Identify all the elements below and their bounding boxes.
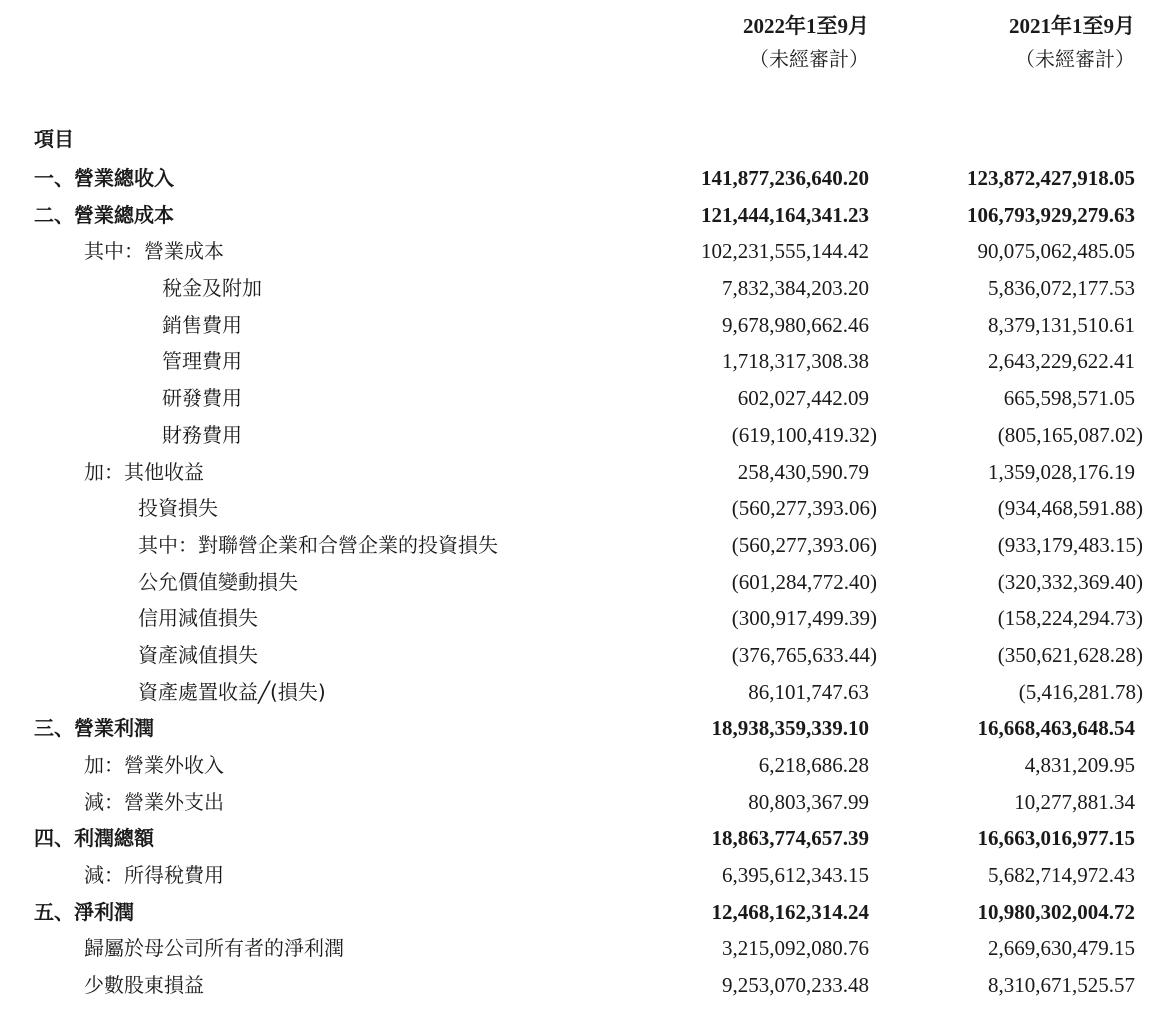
- value-2022: 141,877,236,640.20: [701, 166, 869, 190]
- row-label: 管理費用: [162, 349, 242, 374]
- row-label: 加：其他收益: [84, 459, 204, 484]
- table-row: [0, 784, 1166, 821]
- row-label: 其中：對聯營企業和合營企業的投資損失: [138, 532, 498, 557]
- value-2022: (601,284,772.40): [731, 569, 877, 594]
- row-label: 四、利潤總額: [34, 826, 154, 851]
- value-2021: (350,621,628.28): [997, 642, 1143, 667]
- row-label: 投資損失: [138, 496, 218, 521]
- value-2022: 3,215,092,080.76: [722, 936, 869, 961]
- row-label: 公允價值變動損失: [138, 569, 298, 594]
- table-row: [0, 454, 1166, 491]
- table-row: [0, 857, 1166, 894]
- row-label: 研發費用: [162, 386, 242, 411]
- value-2022: 7,832,384,203.20: [722, 276, 869, 301]
- value-2021: 5,682,714,972.43: [988, 863, 1135, 888]
- value-2022: 18,938,359,339.10: [711, 716, 869, 741]
- value-2022: 80,803,367.99: [748, 789, 869, 814]
- table-row: [0, 820, 1166, 857]
- table-row: [0, 894, 1166, 931]
- row-label: 財務費用: [162, 422, 242, 447]
- value-2021: 16,663,016,977.15: [977, 826, 1135, 851]
- value-2021: 5,836,072,177.53: [988, 276, 1135, 301]
- row-label: 少數股東損益: [84, 973, 204, 998]
- value-2021: 16,668,463,648.54: [977, 716, 1135, 741]
- value-2022: 9,678,980,662.46: [722, 312, 869, 337]
- value-2022: (300,917,499.39): [731, 606, 877, 631]
- value-2021: 123,872,427,918.05: [967, 166, 1135, 190]
- value-2022: (619,100,419.32): [731, 422, 877, 447]
- value-2021: 106,793,929,279.63: [967, 202, 1135, 227]
- row-label: 其中：營業成本: [84, 239, 224, 264]
- column-2021-audit-note: （未經審計）: [1015, 47, 1135, 71]
- value-2022: 9,253,070,233.48: [722, 973, 869, 998]
- row-label: 信用減值損失: [138, 606, 258, 631]
- row-label: 稅金及附加: [162, 276, 262, 301]
- table-row: [0, 270, 1166, 307]
- value-2022: 86,101,747.63: [748, 679, 869, 704]
- value-2021: 665,598,571.05: [1003, 386, 1135, 411]
- value-2021: 90,075,062,485.05: [977, 239, 1135, 264]
- table-row: [0, 564, 1166, 601]
- value-2022: (376,765,633.44): [731, 642, 877, 667]
- row-label: 加：營業外收入: [84, 753, 224, 777]
- table-row: [0, 747, 1166, 784]
- value-2021: 8,379,131,510.61: [988, 312, 1135, 337]
- value-2022: 602,027,442.09: [737, 386, 869, 411]
- table-row: [0, 307, 1166, 344]
- value-2022: 12,468,162,314.24: [711, 899, 869, 924]
- value-2021: 4,831,209.95: [1024, 753, 1135, 777]
- value-2021: (933,179,483.15): [997, 532, 1143, 557]
- value-2022: 258,430,590.79: [737, 459, 869, 484]
- row-label: 五、淨利潤: [34, 899, 134, 924]
- table-row: [0, 380, 1166, 417]
- value-2021: 10,980,302,004.72: [977, 899, 1135, 924]
- value-2021: (5,416,281.78): [1018, 679, 1143, 704]
- value-2022: 102,231,555,144.42: [701, 239, 869, 264]
- table-row: [0, 343, 1166, 380]
- row-label: 三、營業利潤: [34, 716, 154, 741]
- value-2022: 121,444,164,341.23: [701, 202, 869, 227]
- value-2021: 1,359,028,176.19: [988, 459, 1135, 484]
- value-2022: 18,863,774,657.39: [711, 826, 869, 851]
- value-2021: 8,310,671,525.57: [988, 973, 1135, 998]
- column-2022-period: 2022年1至9月: [743, 14, 869, 38]
- row-label: 資產減值損失: [138, 642, 258, 667]
- row-label: 減：營業外支出: [84, 789, 224, 814]
- column-2022-audit-note: （未經審計）: [749, 47, 869, 71]
- value-2022: 6,395,612,343.15: [722, 863, 869, 888]
- table-row: [0, 160, 1166, 197]
- value-2021: (934,468,591.88): [997, 496, 1143, 521]
- table-row: [0, 674, 1166, 711]
- value-2021: 2,669,630,479.15: [988, 936, 1135, 961]
- row-label: 二、營業總成本: [34, 202, 174, 227]
- table-row: [0, 600, 1166, 637]
- value-2022: (560,277,393.06): [731, 532, 877, 557]
- table-row: [0, 197, 1166, 234]
- table-row: [0, 417, 1166, 454]
- column-header-2021: [875, 10, 1135, 76]
- value-2021: 2,643,229,622.41: [988, 349, 1135, 374]
- value-2021: (320,332,369.40): [997, 569, 1143, 594]
- value-2021: 10,277,881.34: [1014, 789, 1135, 814]
- table-row: [0, 967, 1166, 1004]
- row-label: 歸屬於母公司所有者的淨利潤: [84, 936, 344, 961]
- table-row: [0, 930, 1166, 967]
- value-2022: (560,277,393.06): [731, 496, 877, 521]
- row-label: 減：所得稅費用: [84, 863, 224, 888]
- table-row: [0, 710, 1166, 747]
- table-row: [0, 637, 1166, 674]
- value-2021: (805,165,087.02): [997, 422, 1143, 447]
- table-row: [0, 527, 1166, 564]
- items-heading: 項目: [34, 127, 74, 151]
- row-label: 一、營業總收入: [34, 166, 174, 190]
- column-header-2022: [609, 10, 869, 76]
- value-2022: 6,218,686.28: [758, 753, 869, 777]
- value-2022: 1,718,317,308.38: [722, 349, 869, 374]
- row-label: 資產處置收益╱(損失): [138, 679, 326, 704]
- row-label: 銷售費用: [162, 312, 242, 337]
- table-row: [0, 490, 1166, 527]
- table-row: [0, 233, 1166, 270]
- column-2021-period: 2021年1至9月: [1009, 14, 1135, 38]
- statement-rows: [0, 160, 1166, 1004]
- value-2021: (158,224,294.73): [997, 606, 1143, 631]
